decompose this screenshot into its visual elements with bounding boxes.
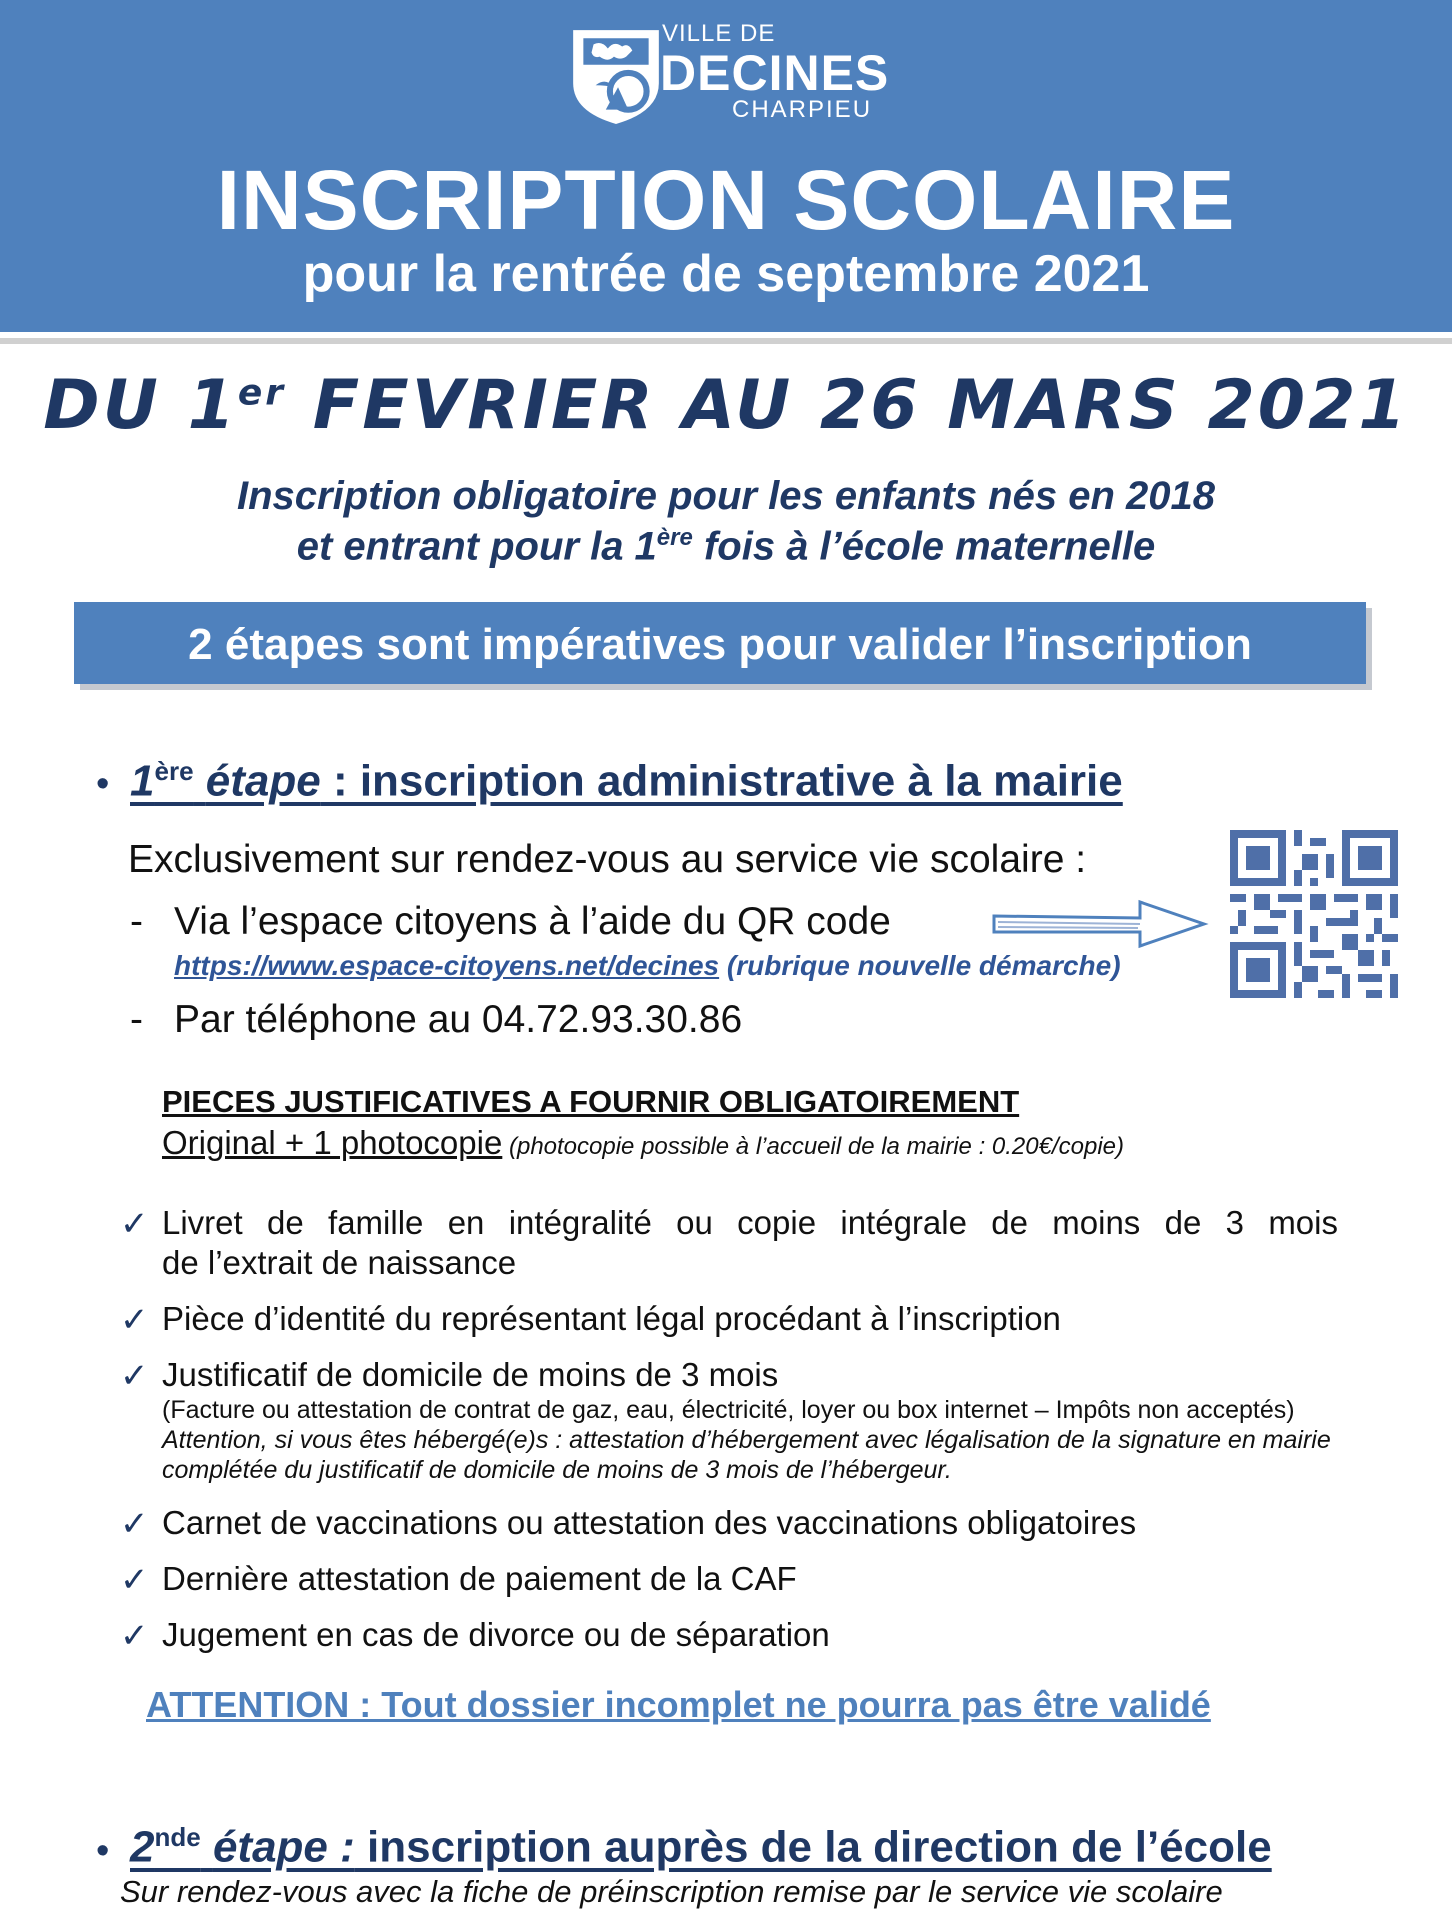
step1-word: étape [205, 756, 321, 806]
step2-num: 2 [130, 1822, 155, 1872]
incomplete-file-warning: ATTENTION : Tout dossier incomplet ne pourra pas être validé [146, 1684, 1211, 1725]
document-item-5: Dernière attestation de paiement de la CAF [162, 1560, 797, 1597]
original-copy-text: Original + 1 photocopie [162, 1124, 503, 1161]
step1-sup: ère [154, 756, 194, 786]
step2-heading [130, 1822, 1272, 1873]
step2-appointment-text: Sur rendez-vous avec la fiche de préinscription remise par le service vie scolaire [120, 1874, 1223, 1909]
step1-bullet: • [96, 763, 110, 805]
document-item-3: Justificatif de domicile de moins de 3 mois [162, 1356, 779, 1393]
step2-rest: inscription auprès de la direction de l’école [354, 1822, 1272, 1872]
dash-2: - [130, 998, 143, 1041]
exclusive-appointment-text: Exclusivement sur rendez-vous au service vie scolaire : [128, 838, 1087, 881]
dates-prefix: DU 1 [43, 366, 238, 445]
checkmark-icon: ✓ [120, 1561, 149, 1599]
checkmark-icon: ✓ [120, 1205, 149, 1243]
document-item-6: Jugement en cas de divorce ou de séparation [162, 1616, 830, 1653]
dash-1: - [130, 900, 143, 943]
document-item-2: Pièce d’identité du représentant légal procédant à l’inscription [162, 1300, 1061, 1337]
step1-heading [130, 756, 1123, 807]
step1-rest: : inscription administrative à la mairie [320, 756, 1123, 806]
document-item-4: Carnet de vaccinations ou attestation des vaccinations obligatoires [162, 1504, 1137, 1541]
citizen-space-link-note: (rubrique nouvelle démarche) [719, 950, 1121, 981]
checkmark-icon: ✓ [120, 1301, 149, 1339]
page-title: INSCRIPTION SCOLAIRE [216, 153, 1236, 247]
document-item-3-note: (Facture ou attestation de contrat de gaz, eau, électricité, loyer ou box internet – Impôts non acceptés) [162, 1396, 1295, 1424]
page-subtitle: pour la rentrée de septembre 2021 [302, 245, 1150, 303]
checkmark-icon: ✓ [120, 1357, 149, 1395]
document-item-3-attention-2: complétée du justificatif de domicile de moins de 3 mois de l’hébergeur. [162, 1456, 952, 1484]
intro-line-2 [0, 524, 1452, 569]
logo-ville-de: VILLE DE [662, 20, 776, 47]
step2-word: étape : [212, 1822, 355, 1872]
logo-decines: DECINES [660, 45, 890, 101]
document-item-1-line-1: Livret de famille en intégralité ou copie intégrale de moins de 3 mois [162, 1204, 1338, 1241]
intro-line-2-sup: ère [656, 524, 693, 551]
citizen-space-link[interactable]: https://www.espace-citoyens.net/decines [174, 950, 720, 981]
citizen-space-link-line [174, 950, 1121, 982]
steps-banner-text: 2 étapes sont impératives pour valider l’inscription [188, 620, 1252, 669]
via-citizen-space-text: Via l’espace citoyens à l’aide du QR code [174, 900, 891, 943]
documents-heading: PIECES JUSTIFICATIVES A FOURNIR OBLIGATOIREMENT [162, 1084, 1020, 1119]
registration-dates [0, 366, 1452, 445]
step2-sup: nde [154, 1822, 201, 1852]
dates-suffix: FEVRIER AU 26 MARS 2021 [286, 366, 1409, 445]
checkmark-icon: ✓ [120, 1617, 149, 1655]
city-crest-icon [565, 24, 667, 126]
original-copy-note: (photocopie possible à l’accueil de la mairie : 0.20€/copie) [502, 1133, 1125, 1160]
original-copy-line [162, 1124, 1124, 1162]
qr-code-icon[interactable] [1230, 830, 1398, 998]
intro-line-2-a: et entrant pour la 1 [296, 524, 657, 569]
document-item-1-line-2: de l’extrait de naissance [162, 1244, 517, 1281]
phone-text: Par téléphone au 04.72.93.30.86 [174, 998, 743, 1041]
intro-line-2-b: fois à l’école maternelle [692, 524, 1156, 569]
header-divider [0, 338, 1452, 344]
step1-num: 1 [130, 756, 155, 806]
dates-sup: er [237, 372, 287, 414]
step2-bullet: • [96, 1830, 110, 1872]
arrow-right-icon [990, 896, 1210, 952]
intro-line-1: Inscription obligatoire pour les enfants nés en 2018 [236, 474, 1215, 518]
logo-charpieu: CHARPIEU [732, 96, 873, 123]
checkmark-icon: ✓ [120, 1505, 149, 1543]
document-item-3-attention-1: Attention, si vous êtes hébergé(e)s : attestation d’hébergement avec légalisation de la signature en mairie [162, 1426, 1331, 1454]
